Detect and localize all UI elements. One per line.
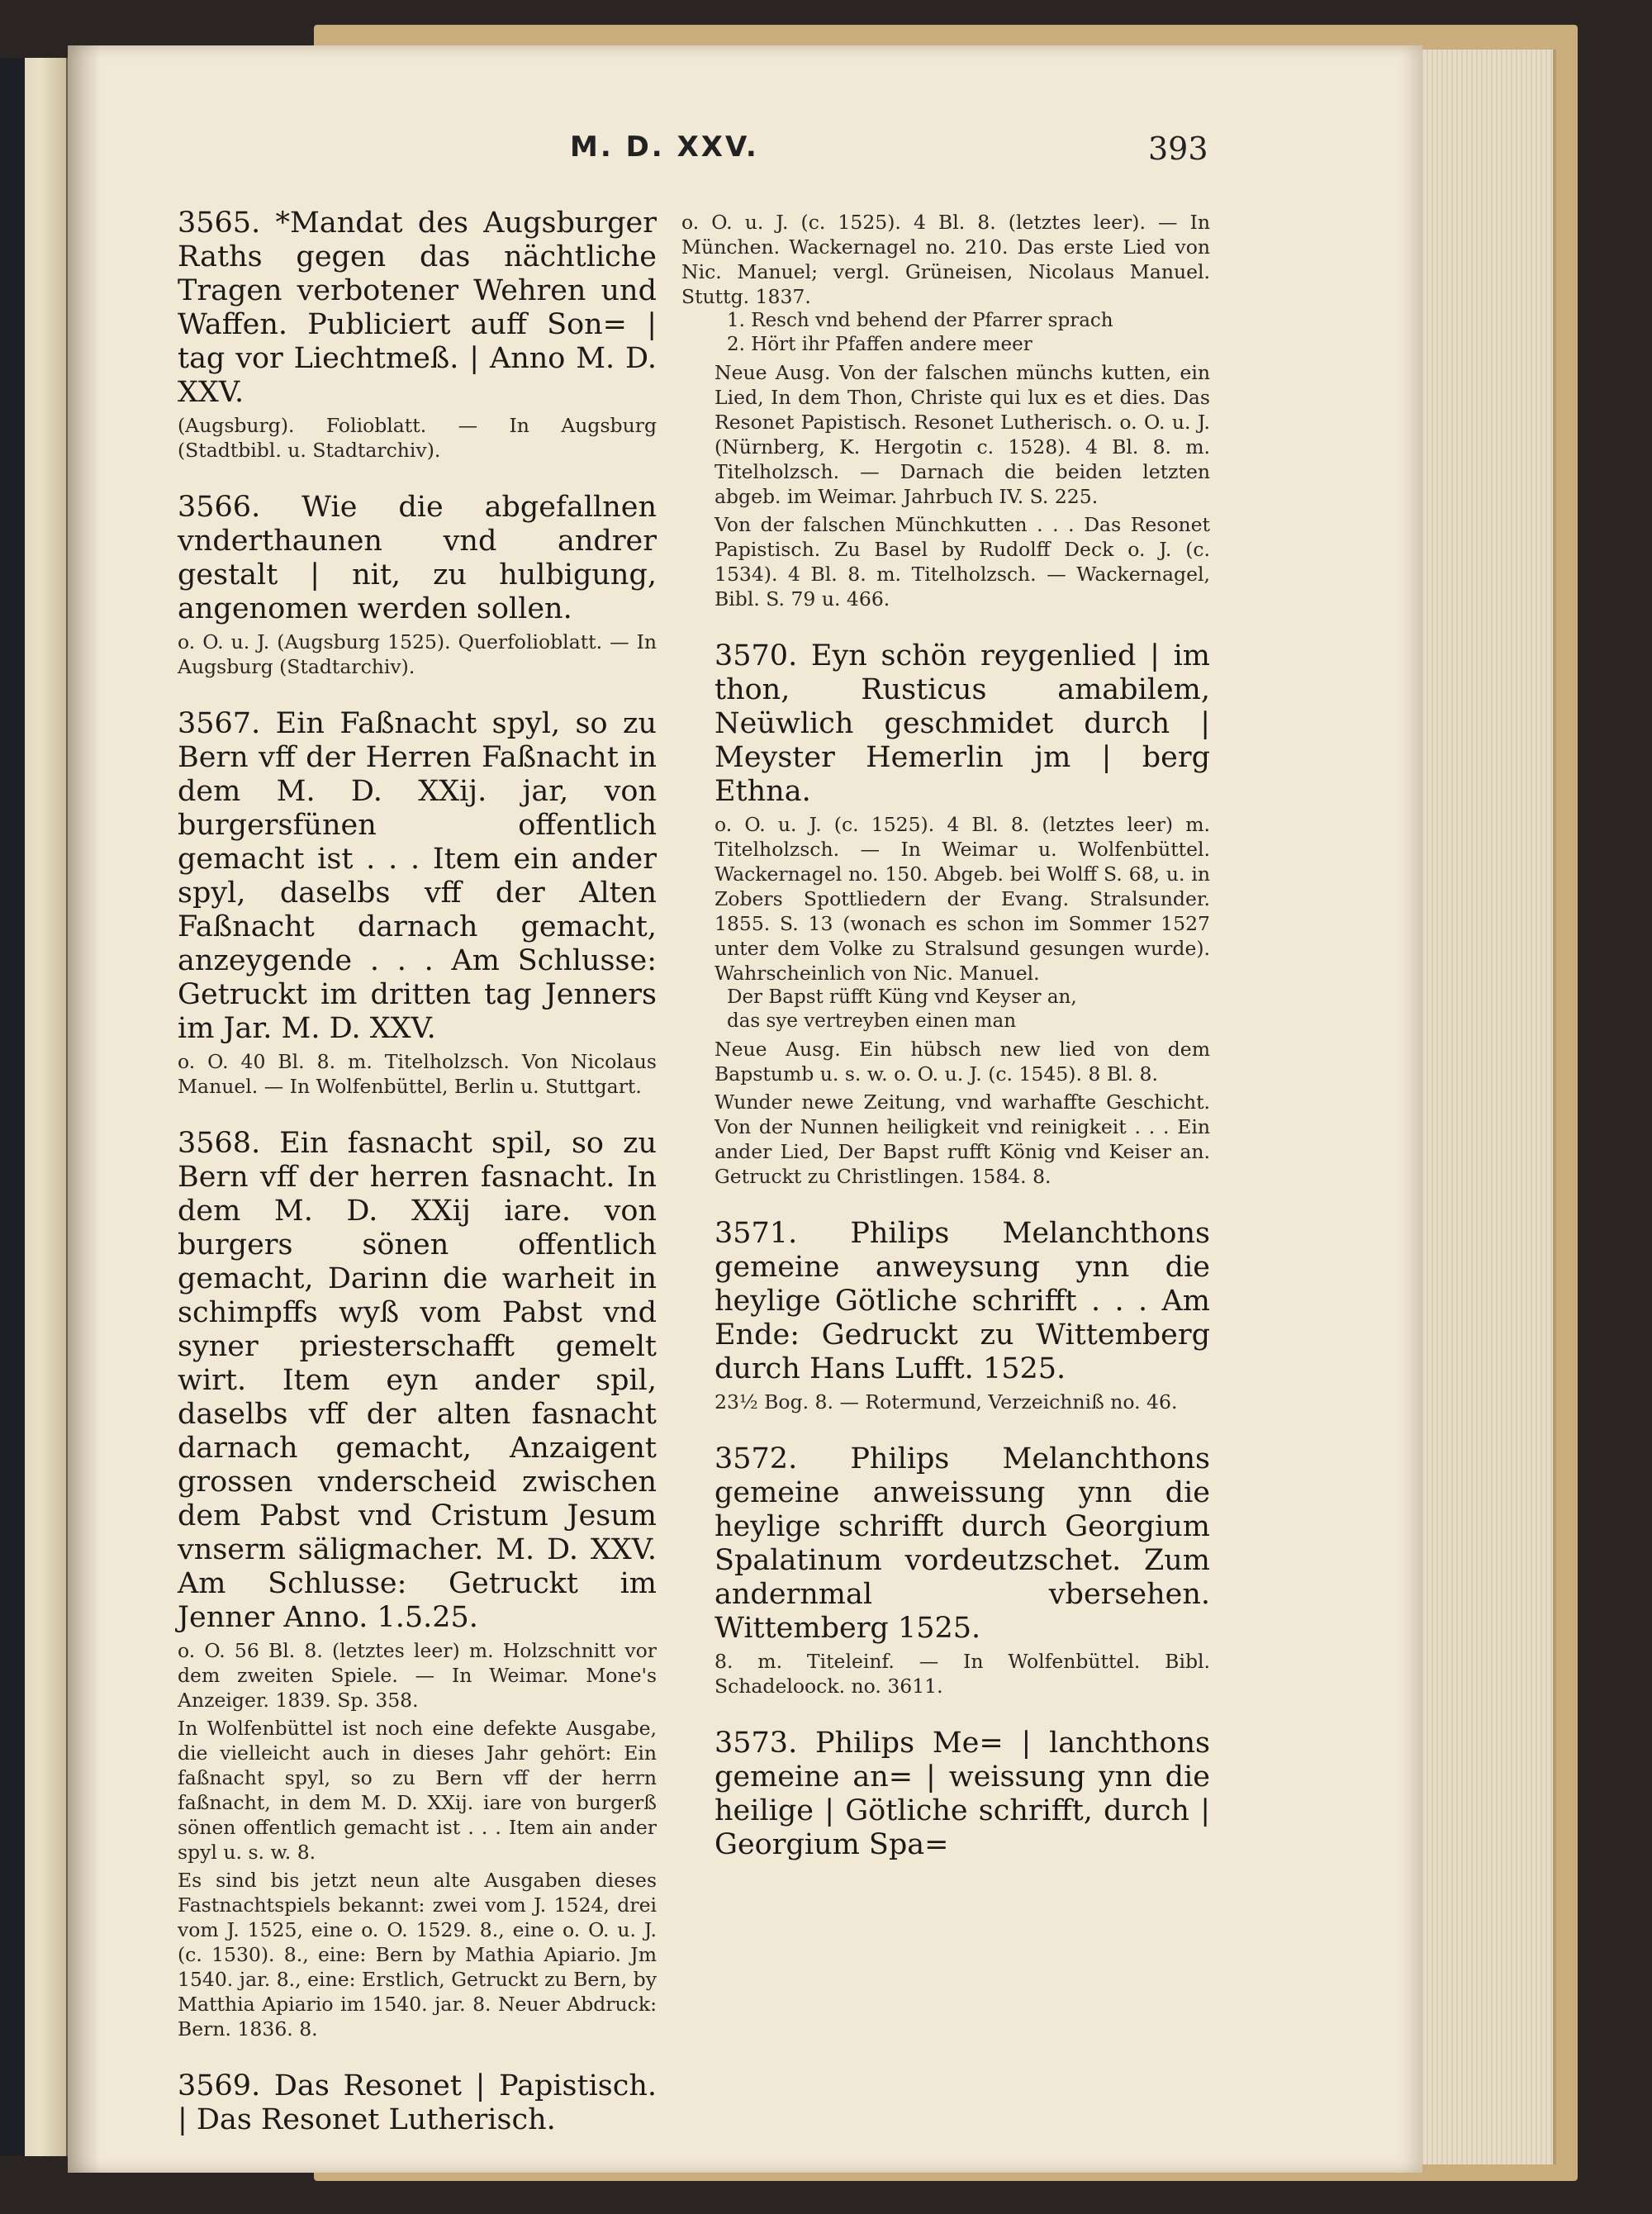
entry-3572 xyxy=(681,1442,1210,1699)
entry-3568 xyxy=(145,1127,657,2041)
entry-note: Neue Ausg. Ein hübsch new lied von dem Bapstumb u. s. w. o. O. u. J. (c. 1545). 8 Bl. 8. xyxy=(714,1038,1210,1086)
entry-note: o. O. u. J. (Augsburg 1525). Querfolioblatt. — In Augsburg (Stadtarchiv). xyxy=(178,630,657,678)
entry-title: 3571. Philips Melanchthons gemeine anweysung ynn die heylige Götliche schrifft . . . Am Ende: Gedruckt zu Wittemberg durch Hans Lufft. 1525. xyxy=(714,1217,1210,1385)
right-column xyxy=(681,207,1210,1890)
entry-note: Wunder newe Zeitung, vnd warhaffte Geschicht. Von der Nunnen heiligkeit vnd reinigkeit . . . Ein ander Lied, Der Bapst rufft König vnd Keiser an. Getruckt zu Christlingen. 1584. 8. xyxy=(714,1090,1210,1188)
entry-note: o. O. 40 Bl. 8. m. Titelholzsch. Von Nicolaus Manuel. — In Wolfenbüttel, Berlin u. Stuttgart. xyxy=(178,1050,657,1098)
entry-title: 3572. Philips Melanchthons gemeine anweissung ynn die heylige schrifft durch Georgium Spalatinum vordeutzschet. Zum andernmal vbersehen. Wittemberg 1525. xyxy=(714,1442,1210,1645)
verse-line: Der Bapst rüfft Küng vnd Keyser an, xyxy=(727,986,1077,1008)
entry-3566 xyxy=(145,491,657,679)
entry-3571 xyxy=(681,1217,1210,1414)
entry-3565 xyxy=(145,207,657,463)
entry-3569-continued xyxy=(681,210,1210,611)
verse-line: das sye vertreyben einen man xyxy=(727,1010,1017,1032)
entry-note: 8. m. Titeleinf. — In Wolfenbüttel. Bibl. Schadeloock. no. 3611. xyxy=(714,1650,1210,1698)
entry-note: o. O. u. J. (c. 1525). 4 Bl. 8. (letztes leer) m. Titelholzsch. — In Weimar u. Wolfenbüttel. Wackernagel no. 150. Abgeb. bei Wolff S. 68, u. in Zobers Spottliedern der Evang. Stralsunder. 1855. S. 13 (wonach es schon im Sommer 1527 unter dem Volke zu Stralsund gesungen wurde). Wahrscheinlich von Nic. Manuel. xyxy=(714,813,1210,985)
entry-note: Von der falschen Münchkutten . . . Das Resonet Papistisch. Zu Basel by Rudolff Deck o. J. (c. 1534). 4 Bl. 8. m. Titelholzsch. — Wackernagel, Bibl. S. 79 u. 466. xyxy=(714,513,1210,611)
page-number: 393 xyxy=(1148,131,1208,167)
entry-title: 3568. Ein fasnacht spil, so zu Bern vff der herren fasnacht. In dem M. D. XXij iare. von burgers sönen offentlich gemacht, Darinn die warheit in schimpffs wyß vom Pabst vnd syner priesterschafft gemelt wirt. Item eyn ander spil, daselbs vff der alten fasnacht darnach gemacht, Anzaigent grossen vnderscheid zwischen dem Pabst vnd Cristum Jesum vnserm säligmacher. M. D. XXV. Am Schlusse: Getruckt im Jenner Anno. 1.5.25. xyxy=(178,1127,657,1634)
entry-title: 3573. Philips Me= | lanchthons gemeine an= | weissung ynn die heilige | Götliche schrifft, durch | Georgium Spa= xyxy=(714,1727,1210,1861)
verse-line: 1. Resch vnd behend der Pfarrer sprach xyxy=(727,310,1113,331)
bookmark-ribbon xyxy=(0,58,25,2156)
entry-title: 3570. Eyn schön reygenlied | im thon, Rusticus amabilem, Neüwlich geschmidet durch | Meyster Hemerlin jm | berg Ethna. xyxy=(714,639,1210,808)
running-head: M. D. XXV. xyxy=(570,131,759,164)
entry-title: 3565. *Mandat des Augsburger Raths gegen das nächtliche Tragen verbotener Wehren und Waffen. Publiciert auff Son= | tag vor Liechtmeß. | Anno M. D. XXV. xyxy=(178,207,657,409)
entry-3573 xyxy=(681,1727,1210,1862)
entry-note: 23½ Bog. 8. — Rotermund, Verzeichniß no. 46. xyxy=(714,1390,1178,1413)
entry-3570 xyxy=(681,639,1210,1189)
entry-title: 3569. Das Resonet | Papistisch. | Das Resonet Lutherisch. xyxy=(178,2069,657,2136)
entry-3567 xyxy=(145,707,657,1099)
entry-3569 xyxy=(145,2069,657,2137)
verse-line: 2. Hört ihr Pfaffen andere meer xyxy=(727,334,1032,355)
page-edges xyxy=(1404,50,1556,2164)
left-column xyxy=(145,207,657,2165)
entry-title: 3567. Ein Faßnacht spyl, so zu Bern vff der Herren Faßnacht in dem M. D. XXij. jar, von burgersfünen offentlich gemacht ist . . . Item ein ander spyl, daselbs vff der Alten Faßnacht darnach gemacht, anzeygende . . . Am Schlusse: Getruckt im dritten tag Jenners im Jar. M. D. XXV. xyxy=(178,707,657,1045)
entry-note: (Augsburg). Folioblatt. — In Augsburg (Stadtbibl. u. Stadtarchiv). xyxy=(178,414,657,462)
entry-note: Neue Ausg. Von der falschen münchs kutten, ein Lied, In dem Thon, Christe qui lux es et dies. Das Resonet Papistisch. Resonet Lutherisch. o. O. u. J. (Nürnberg, K. Hergotin c. 1528). 4 Bl. 8. m. Titelholzsch. — Darnach die beiden letzten abgeb. im Weimar. Jahrbuch IV. S. 225. xyxy=(714,361,1210,508)
gutter-shadow xyxy=(68,45,101,2173)
entry-note: o. O. 56 Bl. 8. (letztes leer) m. Holzschnitt vor dem zweiten Spiele. — In Weimar. Mone's Anzeiger. 1839. Sp. 358. xyxy=(178,1639,657,1712)
entry-note: Es sind bis jetzt neun alte Ausgaben dieses Fastnachtspiels bekannt: zwei vom J. 1524, drei vom J. 1525, eine o. O. 1529. 8., eine o. O. u. J. (c. 1530). 8., eine: Bern by Mathia Apiario. Jm 1540. jar. 8., eine: Erstlich, Getruckt zu Bern, by Matthia Apiario im 1540. jar. 8. Neuer Abdruck: Bern. 1836. 8. xyxy=(178,1869,657,2041)
entry-title: 3566. Wie die abgefallnen vnderthaunen vnd andrer gestalt | nit, zu hulbigung, angenomen werden sollen. xyxy=(178,491,657,625)
entry-note: In Wolfenbüttel ist noch eine defekte Ausgabe, die vielleicht auch in dieses Jahr gehört: Ein faßnacht spyl, so zu Bern vff der herrn faßnacht, in dem M. D. XXij. iare von burgerß sönen offentlich gemacht ist . . . Item ain ander spyl u. s. w. 8. xyxy=(178,1717,657,1864)
entry-note: o. O. u. J. (c. 1525). 4 Bl. 8. (letztes leer). — In München. Wackernagel no. 210. Das erste Lied von Nic. Manuel; vergl. Grüneisen, Nicolaus Manuel. Stuttg. 1837. xyxy=(681,211,1210,308)
